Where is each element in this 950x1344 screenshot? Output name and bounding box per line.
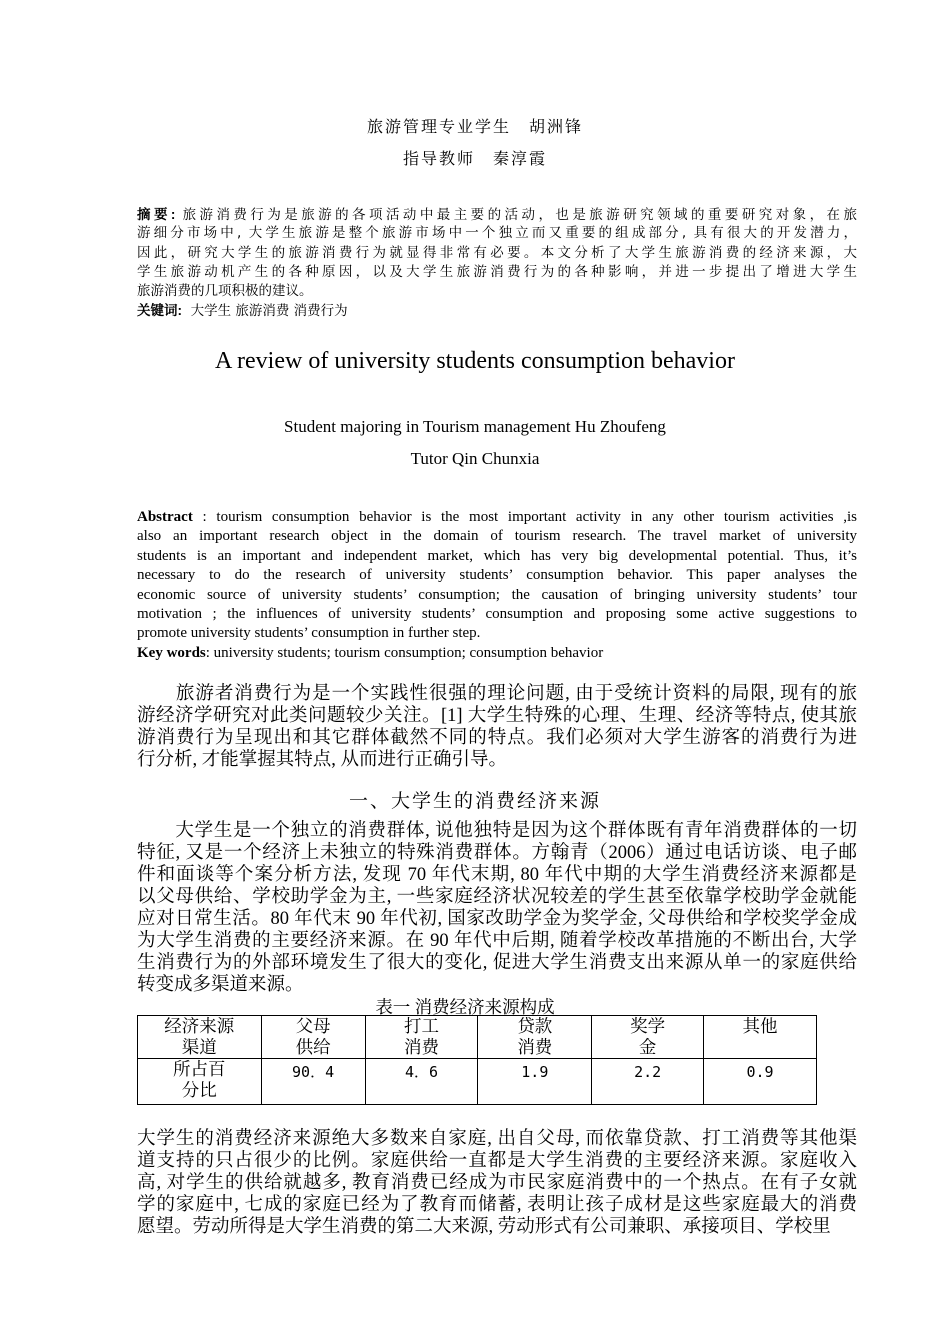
text-line: 因此，研究大学生的旅游消费行为就显得非常有必要。本文分析了大学生旅游消费的经济来源，大 bbox=[137, 244, 857, 261]
text-line: necessary to do the research of university students’ consumption behavior. This paper analyses the bbox=[137, 567, 857, 584]
para3-paragraph bbox=[137, 1128, 857, 1238]
author-cn: 旅游管理专业学生 胡洲锋 bbox=[366, 117, 583, 136]
text-line: 游细分市场中, 大学生旅游是整个旅游市场中一个独立而又重要的组成部分, 具有很大的开发潜力， bbox=[137, 225, 857, 242]
text-line: 道支持的只占很少的比例。家庭供给一直都是大学生消费的主要经济来源。家庭收入 bbox=[137, 1151, 857, 1171]
table-cell: 2.2 bbox=[592, 1059, 704, 1105]
text-line: 旅游消费的几项积极的建议。 bbox=[137, 283, 313, 300]
text-line: promote university students’ consumption in further step. bbox=[137, 625, 481, 642]
author-en: Student majoring in Tourism management Hu Zhoufeng bbox=[284, 417, 666, 436]
table-cell: 4．6 bbox=[365, 1059, 478, 1105]
text-line: 转变成多渠道来源。 bbox=[137, 975, 304, 995]
section1-paragraph bbox=[137, 820, 857, 996]
table-header-cell: 其他 bbox=[704, 1016, 817, 1059]
intro-paragraph bbox=[137, 683, 857, 771]
keywords-en bbox=[137, 644, 857, 663]
tutor-en: Tutor Qin Chunxia bbox=[410, 449, 540, 468]
text-line: 件和面谈等个案分析方法, 发现 70 年代末期, 80 年代中期的大学生消费经济来源都是 bbox=[137, 865, 857, 885]
text-line: 学的家庭中, 七成的家庭已经为了教育而储蓄, 表明让孩子成材是这些家庭最大的消费 bbox=[137, 1195, 857, 1215]
keywords-cn: 关键词: 大学生 旅游消费 消费行为 bbox=[137, 303, 348, 320]
table-header-cell: 父母 供给 bbox=[261, 1016, 365, 1059]
text-line: 游消费行为呈现出和其它群体截然不同的特点。我们必须对大学生游客的消费行为进 bbox=[137, 728, 857, 748]
table-header-cell: 贷款 消费 bbox=[478, 1016, 592, 1059]
table-header-cell: 奖学 金 bbox=[592, 1016, 704, 1059]
text-line: also an important research object in the domain of tourism research. The travel market of university bbox=[137, 528, 857, 545]
abstract-label: 摘要: bbox=[137, 207, 183, 222]
text-line: 特征, 又是一个经济上未独立的特殊消费群体。方翰青（2006）通过电话访谈、电子邮 bbox=[137, 843, 857, 863]
table-cell: 1.9 bbox=[478, 1059, 592, 1105]
abstract-label: Abstract bbox=[137, 509, 193, 525]
text-line: 旅游者消费行为是一个实践性很强的理论问题, 由于受统计资料的局限, 现有的旅 bbox=[137, 684, 857, 704]
table-header-cell: 经济来源 渠道 bbox=[138, 1016, 262, 1059]
table-header-row bbox=[138, 1016, 817, 1059]
text-line: 大学生是一个独立的消费群体, 说他独特是因为这个群体既有青年消费群体的一切 bbox=[137, 821, 857, 841]
table-row bbox=[138, 1059, 817, 1105]
source-table bbox=[137, 1015, 817, 1105]
table-cell: 90．4 bbox=[261, 1059, 365, 1105]
text-line: motivation ; the influences of university students’ consumption and proposing some active suggestions to bbox=[137, 605, 857, 622]
text-line: 大学生的消费经济来源绝大多数来自家庭, 出自父母, 而依靠贷款、打工消费等其他渠 bbox=[137, 1129, 857, 1149]
text-line: 游经济学研究对此类问题较少关注。[1] 大学生特殊的心理、生理、经济等特点, 使其旅 bbox=[137, 706, 857, 726]
section-heading: 一、大学生的消费经济来源 bbox=[348, 790, 601, 812]
text-line: 行分析, 才能掌握其特点, 从而进行正确引导。 bbox=[137, 750, 508, 770]
table-cell: 0.9 bbox=[704, 1059, 817, 1105]
table-header-cell: 打工 消费 bbox=[365, 1016, 478, 1059]
abstract-en-text bbox=[137, 508, 857, 644]
keywords-cn-text: 大学生 旅游消费 消费行为 bbox=[190, 303, 348, 320]
text-line: 为大学生消费的主要经济来源。在 90 年代中后期, 随着学校改革措施的不断出台, 大学 bbox=[137, 931, 857, 951]
text-line: 摘要: 旅游消费行为是旅游的各项活动中最主要的活动，也是旅游研究领域的重要研究对象，在旅 bbox=[137, 207, 858, 223]
text-line: economic source of university students’ consumption; the causation of bringing university students’ tour bbox=[137, 586, 857, 603]
title-en: A review of university students consumption behavior bbox=[215, 348, 735, 374]
text-line: 学生旅游动机产生的各种原因，以及大学生旅游消费行为的各种影响，并进一步提出了增进大学生 bbox=[137, 263, 857, 280]
table-cell: 所占百 分比 bbox=[138, 1059, 262, 1105]
text-line: students is an important and independent market, which has very big developmental potential. Thus, it’s bbox=[137, 547, 857, 564]
text-line: 生消费行为的外部环境发生了很大的变化, 促进大学生消费支出来源从单一的家庭供给 bbox=[137, 953, 857, 973]
abstract-en bbox=[137, 508, 857, 663]
keywords-en-label: Key words bbox=[137, 644, 206, 661]
text-line: 愿望。劳动所得是大学生消费的第二大来源, 劳动形式有公司兼职、承接项目、学校里 bbox=[137, 1217, 831, 1237]
keywords-en-text: : university students; tourism consumption; consumption behavior bbox=[205, 644, 604, 661]
text-line: Abstract : tourism consumption behavior is the most important activity in any other tourism activities ,is bbox=[137, 509, 857, 525]
table-caption: 表一 消费经济来源构成 bbox=[375, 997, 555, 1017]
tutor-cn: 指导教师 秦淳霞 bbox=[402, 149, 547, 168]
abstract-cn bbox=[137, 205, 857, 321]
text-line: 应对日常生活。80 年代末 90 年代初, 国家改助学金为奖学金, 父母供给和学校奖学金成 bbox=[137, 909, 857, 929]
keywords-cn-label: 关键词 bbox=[137, 303, 178, 319]
abstract-cn-text bbox=[137, 205, 857, 301]
text-line: 以父母供给、学校助学金为主, 一些家庭经济状况较差的学生甚至依靠学校助学金就能 bbox=[137, 887, 857, 907]
text-line: 高, 对学生的供给就越多, 教育消费已经成为市民家庭消费中的一个热点。在有子女就 bbox=[137, 1173, 857, 1193]
